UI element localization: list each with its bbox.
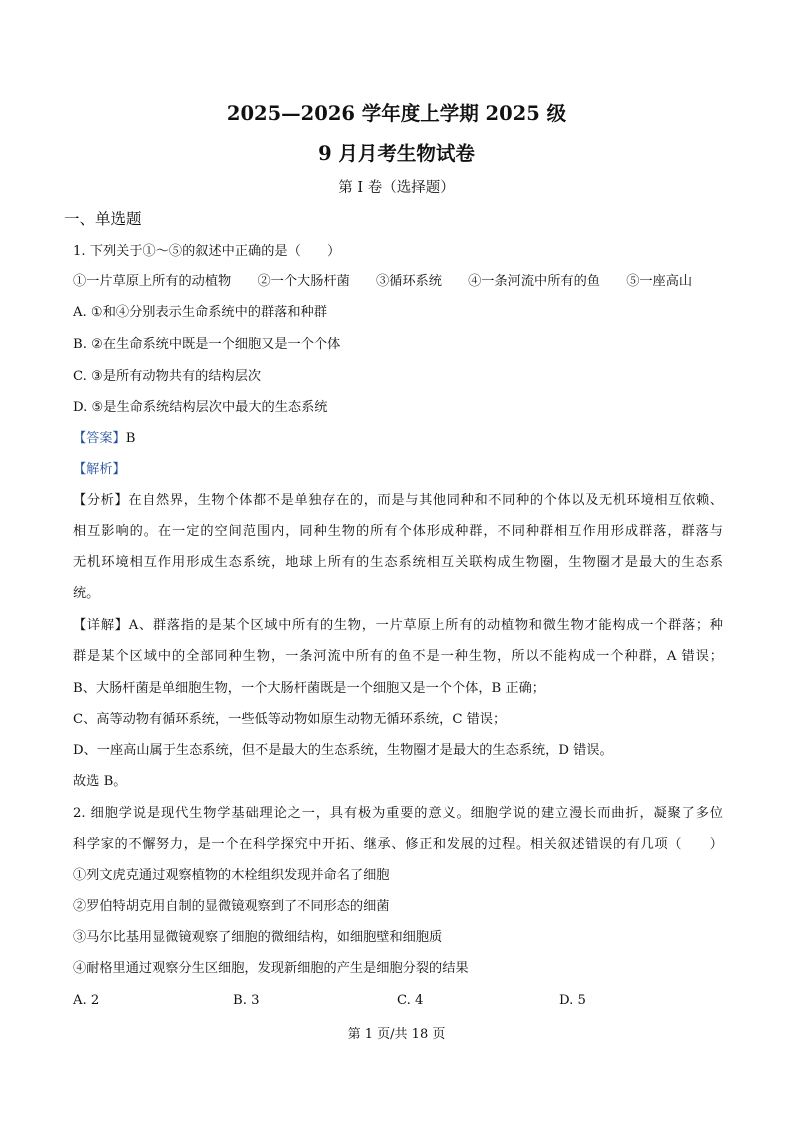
q1-stem: 1. 下列关于①～⑤的叙述中正确的是（ ） (73, 244, 341, 259)
q1-option-a: A. ①和④分别表示生命系统中的群落和种群 (73, 305, 327, 320)
q2-statement: ①列文虎克通过观察植物的木栓组织发现并命名了细胞 (73, 868, 390, 883)
q1-item: ②一个大肠杆菌 (257, 274, 350, 289)
q1-item: ④一条河流中所有的鱼 (468, 274, 600, 289)
xiangjie-line: B、大肠杆菌是单细胞生物，一个大肠杆菌既是一个细胞又是一个个体，B 正确； (73, 681, 545, 696)
q2-stem-line: 科学家的不懈努力，是一个在科学探究中开拓、继承、修正和发展的过程。相关叙述错误的有几项（ ） (73, 837, 723, 852)
q2-option-c: C. 4 (397, 993, 424, 1008)
q1-items (73, 273, 692, 291)
xiangjie-line: 群是某个区域中的全部同种生物，一条河流中所有的鱼不是一种生物，所以不能构成一个种群，A 错误； (73, 649, 723, 664)
q2-statement: ③马尔比基用显微镜观察了细胞的微细结构，如细胞壁和细胞质 (73, 930, 443, 945)
answer-tag: 【答案】 (73, 431, 126, 446)
q2-option-d: D. 5 (559, 993, 586, 1008)
q1-option-b: B. ②在生命系统中既是一个细胞又是一个个体 (73, 337, 341, 352)
exam-title-line1: 2025—2026 学年度上学期 2025 级 (226, 102, 567, 125)
q2-option-b: B. 3 (233, 993, 260, 1008)
xiangjie-tag: 【详解】 (73, 618, 129, 633)
q2-stem-line: 2. 细胞学说是现代生物学基础理论之一，具有极为重要的意义。细胞学说的建立漫长而曲折，凝聚了多位 (73, 806, 723, 821)
page-footer: 第 1 页/共 18 页 (347, 1027, 446, 1042)
conclusion-line: 故选 B。 (73, 774, 127, 789)
fenxi-text: 在自然界，生物个体都不是单独存在的，而是与其他同种和不同种的个体以及无机环境相互依赖、 (128, 493, 723, 508)
q1-item: ①一片草原上所有的动植物 (73, 274, 232, 289)
fenxi-tag: 【分析】 (73, 493, 129, 508)
q1-option-d: D. ⑤是生命系统结构层次中最大的生态系统 (73, 400, 328, 415)
fenxi-line: 统。 (73, 586, 100, 601)
q1-option-c: C. ③是所有动物共有的结构层次 (73, 369, 262, 384)
fenxi-line (73, 492, 723, 510)
q2-option-a: A. 2 (73, 993, 100, 1008)
q2-statement: ④耐格里通过观察分生区细胞，发现新细胞的产生是细胞分裂的结果 (73, 961, 469, 976)
xiangjie-line: D、一座高山属于生态系统，但不是最大的生态系统，生物圈才是最大的生态系统，D 错误。 (73, 743, 613, 758)
xiangjie-line (73, 617, 723, 635)
analysis-tag: 【解析】 (73, 462, 126, 477)
xiangjie-line: C、高等动物有循环系统，一些低等动物如原生动物无循环系统，C 错误； (73, 712, 507, 727)
xiangjie-text: A、群落指的是某个区域中所有的生物，一片草原上所有的动植物和微生物才能构成一个群落；种 (128, 618, 723, 633)
fenxi-line: 相互影响的。在一定的空间范围内，同种生物的所有个体形成种群，不同种群相互作用形成群落，群落与 (73, 524, 723, 539)
fenxi-line: 无机环境相互作用形成生态系统，地球上所有的生态系统相互关联构成生物圈，生物圈才是最大的生态系 (73, 555, 723, 570)
answer-value: B (125, 431, 136, 446)
exam-title-line2: 9 月月考生物试卷 (318, 142, 475, 165)
q1-answer (73, 430, 135, 448)
section-heading: 一、单选题 (64, 210, 142, 228)
q1-item: ③循环系统 (375, 274, 442, 289)
q2-statement: ②罗伯特胡克用自制的显微镜观察到了不同形态的细菌 (73, 899, 390, 914)
q1-item: ⑤一座高山 (626, 274, 693, 289)
part-label: 第 I 卷（选择题） (338, 180, 455, 196)
